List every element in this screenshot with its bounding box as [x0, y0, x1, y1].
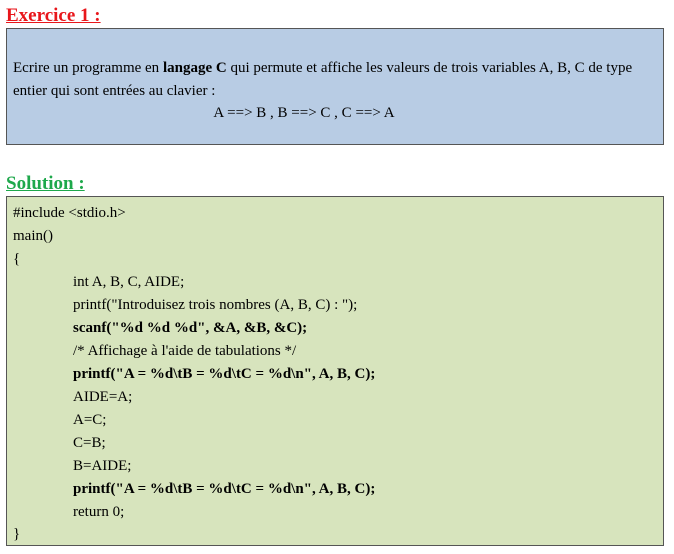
- exercise-box: [6, 28, 664, 145]
- code-line-include: #include <stdio.h>: [13, 205, 126, 221]
- exercise-statement: [13, 57, 653, 103]
- exercise-title: Exercice 1 :: [6, 5, 101, 26]
- exercise-rule: A ==> B , B ==> C , C ==> A: [213, 105, 395, 121]
- exercise-text-bold: langage C: [162, 60, 227, 76]
- code-line-comment: /* Affichage à l'aide de tabulations */: [73, 343, 297, 359]
- exercise-text-part2: qui permute et affiche les valeurs de trois variables A, B, C de type entier qui sont entrées au clavier :: [13, 60, 633, 99]
- code-line-printf-prompt: printf("Introduisez trois nombres (A, B, C) : ");: [73, 297, 358, 313]
- code-line-declaration: int A, B, C, AIDE;: [73, 274, 185, 290]
- code-line-open-brace: {: [13, 251, 21, 267]
- solution-title: Solution :: [6, 173, 85, 194]
- code-line-printf-values-2: printf("A = %d\tB = %d\tC = %d\n", A, B, C);: [73, 481, 376, 497]
- code-line-printf-values-1: printf("A = %d\tB = %d\tC = %d\n", A, B, C);: [73, 366, 376, 382]
- code-line-aide-assign: AIDE=A;: [73, 389, 133, 405]
- code-line-main: main(): [13, 228, 53, 244]
- code-line-return: return 0;: [73, 504, 125, 520]
- solution-code-box: [6, 196, 664, 546]
- code-line-b-assign: B=AIDE;: [73, 458, 132, 474]
- code-line-c-assign: C=B;: [73, 435, 106, 451]
- code-line-close-brace: }: [13, 526, 21, 542]
- code-line-a-assign: A=C;: [73, 412, 107, 428]
- code-line-scanf: scanf("%d %d %d", &A, &B, &C);: [73, 320, 308, 336]
- exercise-text-part1: Ecrire un programme en: [13, 60, 163, 76]
